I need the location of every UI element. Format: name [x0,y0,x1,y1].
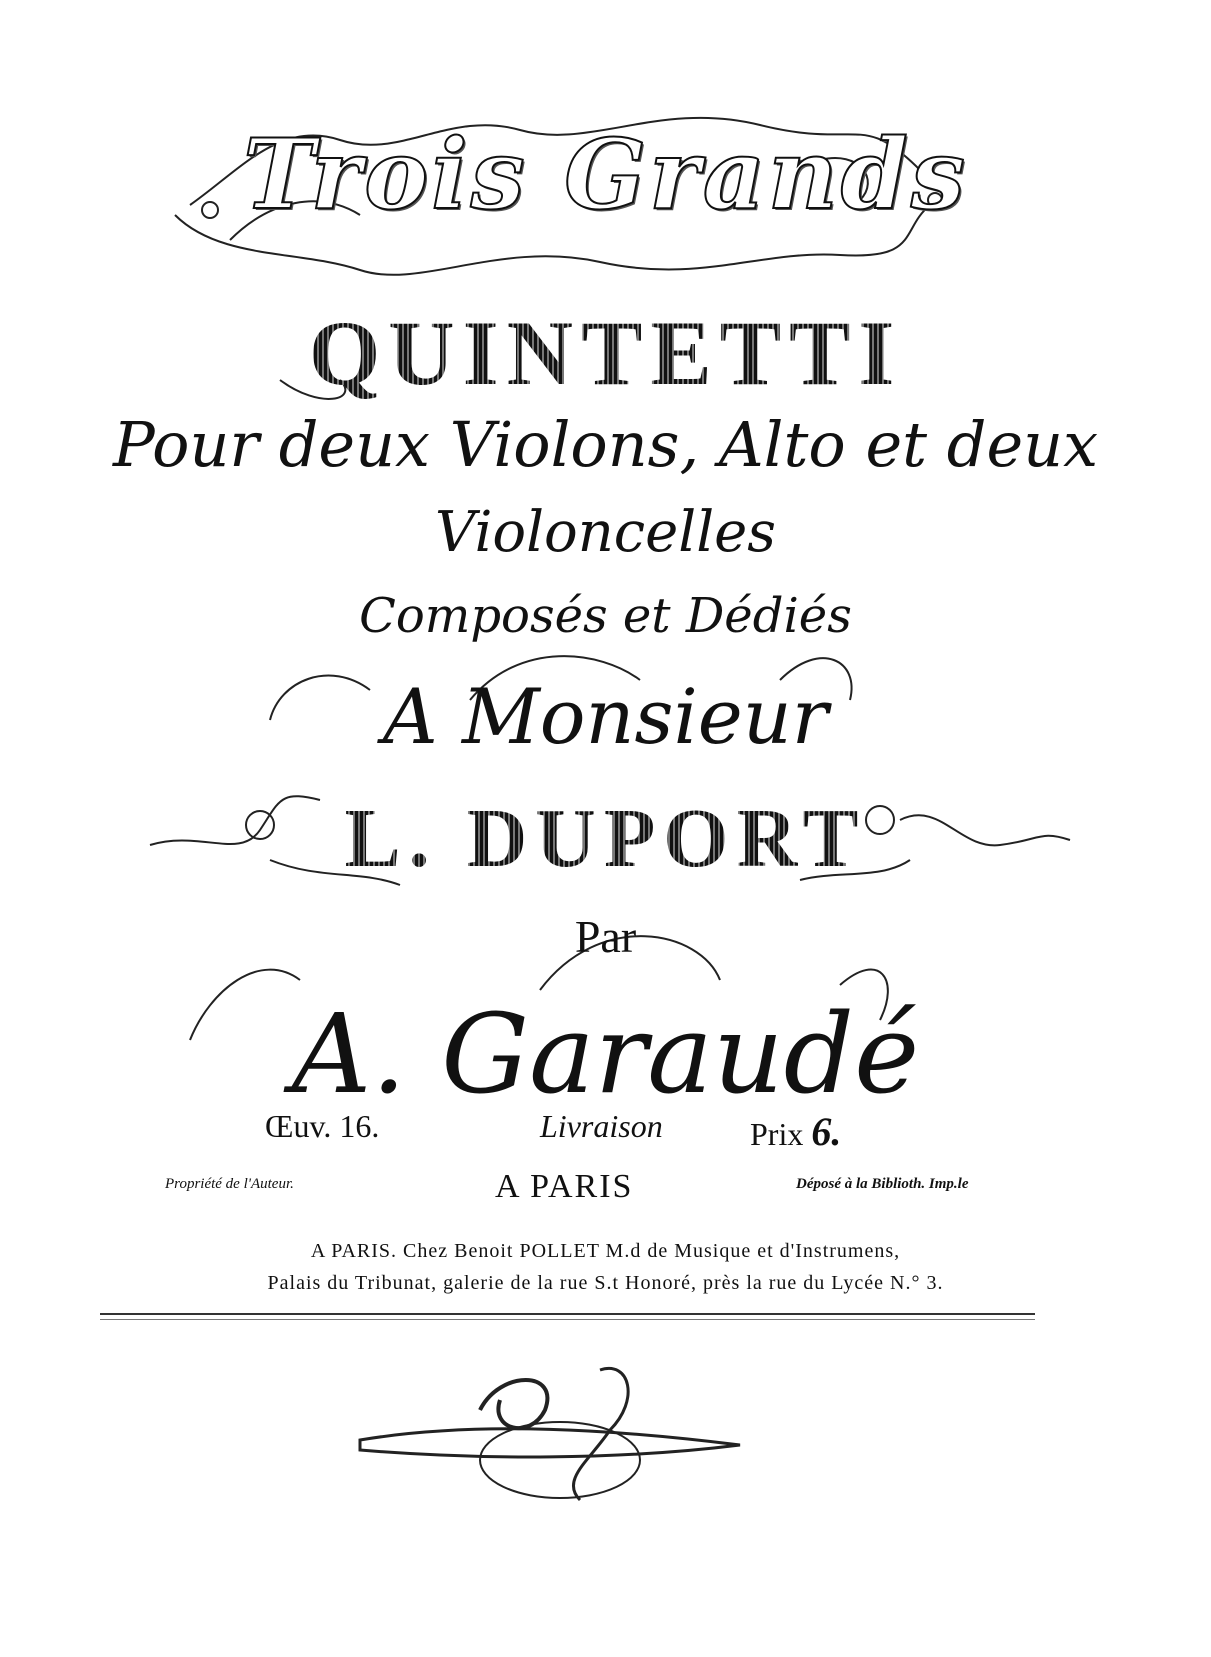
instrumentation-line-1: Pour deux Violons, Alto et deux [112,408,1099,481]
divider-rule [100,1313,1035,1315]
composer-name: A. Garaudé [291,990,920,1118]
price-label: Prix [750,1116,804,1152]
publisher-address-line-2: Palais du Tribunat, galerie de la rue S.t Honoré, près la rue du Lycée N.° 3. [267,1272,944,1294]
price [750,1108,841,1155]
by-label: Par [574,911,637,962]
property-of-author: Propriété de l'Auteur. [165,1176,294,1192]
livraison-label: Livraison [540,1108,663,1144]
publisher-address-line-1: A PARIS. Chez Benoit POLLET M.d de Musique et d'Instrumens, [310,1240,901,1262]
title-quintetti [0,300,1211,406]
composed-and-dedicated: Composés et Dédiés [359,588,852,644]
price-value: 6. [811,1109,842,1154]
deposit-notice: Déposé à la Biblioth. Imp.le [796,1176,969,1192]
divider-rule-thin [100,1319,1035,1320]
opus-number: Œuv. 16. [265,1108,380,1144]
instrumentation-line-2: Violoncelles [435,500,776,565]
title-trois-grands: Trois Grands [243,118,968,231]
a-monsieur: A Monsieur [382,672,829,761]
title-quintetti-text: QUINTETTI [308,302,903,404]
dedicatee-name [0,790,1211,887]
city-heading: A PARIS [495,1168,634,1205]
dedicatee-name-text: L. DUPORT [344,792,867,885]
